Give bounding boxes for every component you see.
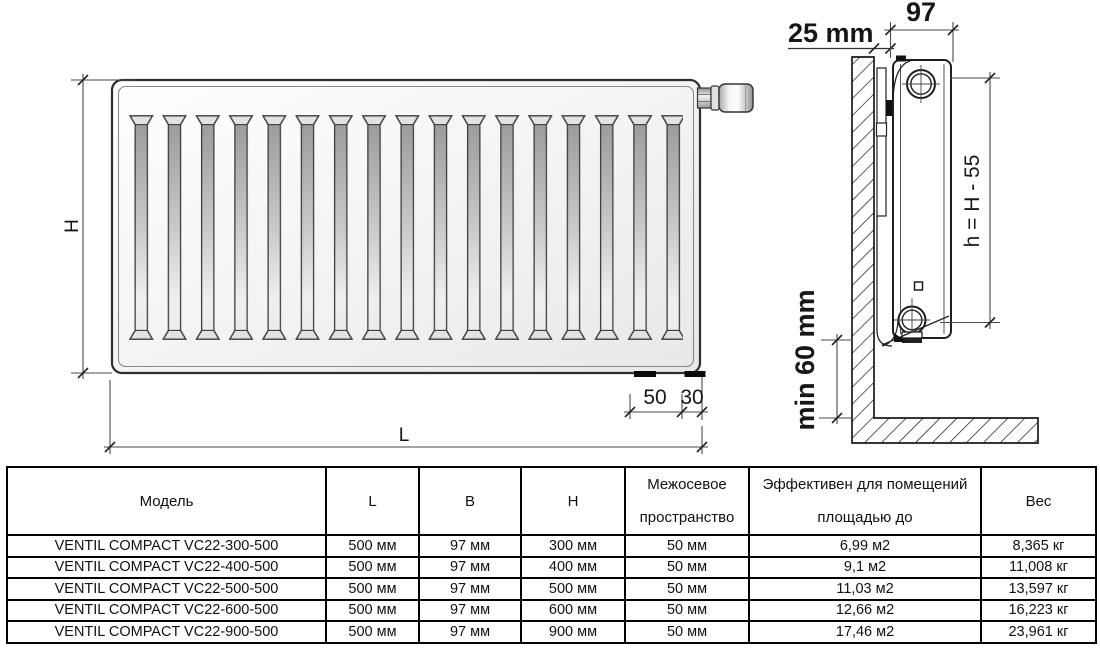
cell-weight: 13,597 кг	[981, 578, 1096, 600]
col-header-model: Модель	[7, 467, 326, 535]
cell-h: 600 мм	[521, 600, 625, 622]
dimension-L	[104, 380, 708, 454]
front-view	[62, 74, 753, 454]
dimension-min60	[790, 289, 853, 430]
cell-l: 500 мм	[326, 600, 419, 622]
cell-spacing: 50 мм	[625, 557, 749, 579]
col-header-spacing: Межосевое пространство	[625, 467, 749, 535]
dim-label-H: H	[62, 219, 83, 233]
cell-h: 900 мм	[521, 621, 625, 643]
front-radiator-panel	[112, 80, 706, 377]
cell-area: 17,46 м2	[749, 621, 981, 643]
cell-area: 6,99 м2	[749, 535, 981, 557]
col-header-h: H	[521, 467, 625, 535]
cell-b: 97 мм	[419, 600, 521, 622]
dim-label-97: 97	[905, 0, 937, 27]
cell-l: 500 мм	[326, 578, 419, 600]
cell-weight: 11,008 кг	[981, 557, 1096, 579]
cell-model: VENTIL COMPACT VC22-900-500	[7, 621, 326, 643]
spec-table	[6, 466, 1097, 644]
dim-label-50: 50	[643, 386, 667, 409]
cell-h: 500 мм	[521, 578, 625, 600]
cell-weight: 8,365 кг	[981, 535, 1096, 557]
cell-b: 97 мм	[419, 557, 521, 579]
pipe-connection-left	[634, 371, 656, 377]
cell-model: VENTIL COMPACT VC22-600-500	[7, 600, 326, 622]
side-view	[788, 0, 1038, 443]
cell-spacing: 50 мм	[625, 578, 749, 600]
cell-area: 11,03 м2	[749, 578, 981, 600]
convector-grooves	[129, 115, 683, 340]
cell-weight: 23,961 кг	[981, 621, 1096, 643]
col-header-weight: Вес	[981, 467, 1096, 535]
dim-label-h-formula: h = H - 55	[961, 154, 984, 248]
cell-area: 12,66 м2	[749, 600, 981, 622]
col-header-b: B	[419, 467, 521, 535]
cell-b: 97 мм	[419, 621, 521, 643]
thermostatic-valve	[698, 84, 754, 112]
cell-l: 500 мм	[326, 557, 419, 579]
plug-detail	[915, 282, 923, 290]
cell-spacing: 50 мм	[625, 621, 749, 643]
wall-bracket	[877, 68, 893, 346]
cell-area: 9,1 м2	[749, 557, 981, 579]
cell-model: VENTIL COMPACT VC22-400-500	[7, 557, 326, 579]
pipe-connection-right	[685, 371, 706, 377]
cell-b: 97 мм	[419, 535, 521, 557]
cell-b: 97 мм	[419, 578, 521, 600]
table-row	[7, 557, 1096, 579]
dimension-50-30	[624, 377, 708, 420]
table-row	[7, 621, 1096, 643]
cell-spacing: 50 мм	[625, 600, 749, 622]
dim-label-30: 30	[680, 386, 704, 409]
dim-label-25mm: 25 mm	[788, 18, 874, 48]
table-row	[7, 535, 1096, 557]
side-radiator-profile	[882, 56, 951, 347]
cell-spacing: 50 мм	[625, 535, 749, 557]
spec-table-header-row	[7, 467, 1096, 535]
dim-label-L: L	[398, 425, 410, 446]
col-header-area: Эффективен для помещений площадью до	[749, 467, 981, 535]
cell-weight: 16,223 кг	[981, 600, 1096, 622]
cell-model: VENTIL COMPACT VC22-500-500	[7, 578, 326, 600]
table-row	[7, 600, 1096, 622]
dimension-25mm	[788, 18, 896, 54]
dim-label-min60: min 60 mm	[790, 289, 820, 431]
table-row	[7, 578, 1096, 600]
cell-h: 400 мм	[521, 557, 625, 579]
cell-model: VENTIL COMPACT VC22-300-500	[7, 535, 326, 557]
dimension-97	[884, 0, 959, 62]
cell-l: 500 мм	[326, 621, 419, 643]
cell-l: 500 мм	[326, 535, 419, 557]
cell-h: 300 мм	[521, 535, 625, 557]
col-header-l: L	[326, 467, 419, 535]
bracket-clip	[896, 56, 906, 62]
